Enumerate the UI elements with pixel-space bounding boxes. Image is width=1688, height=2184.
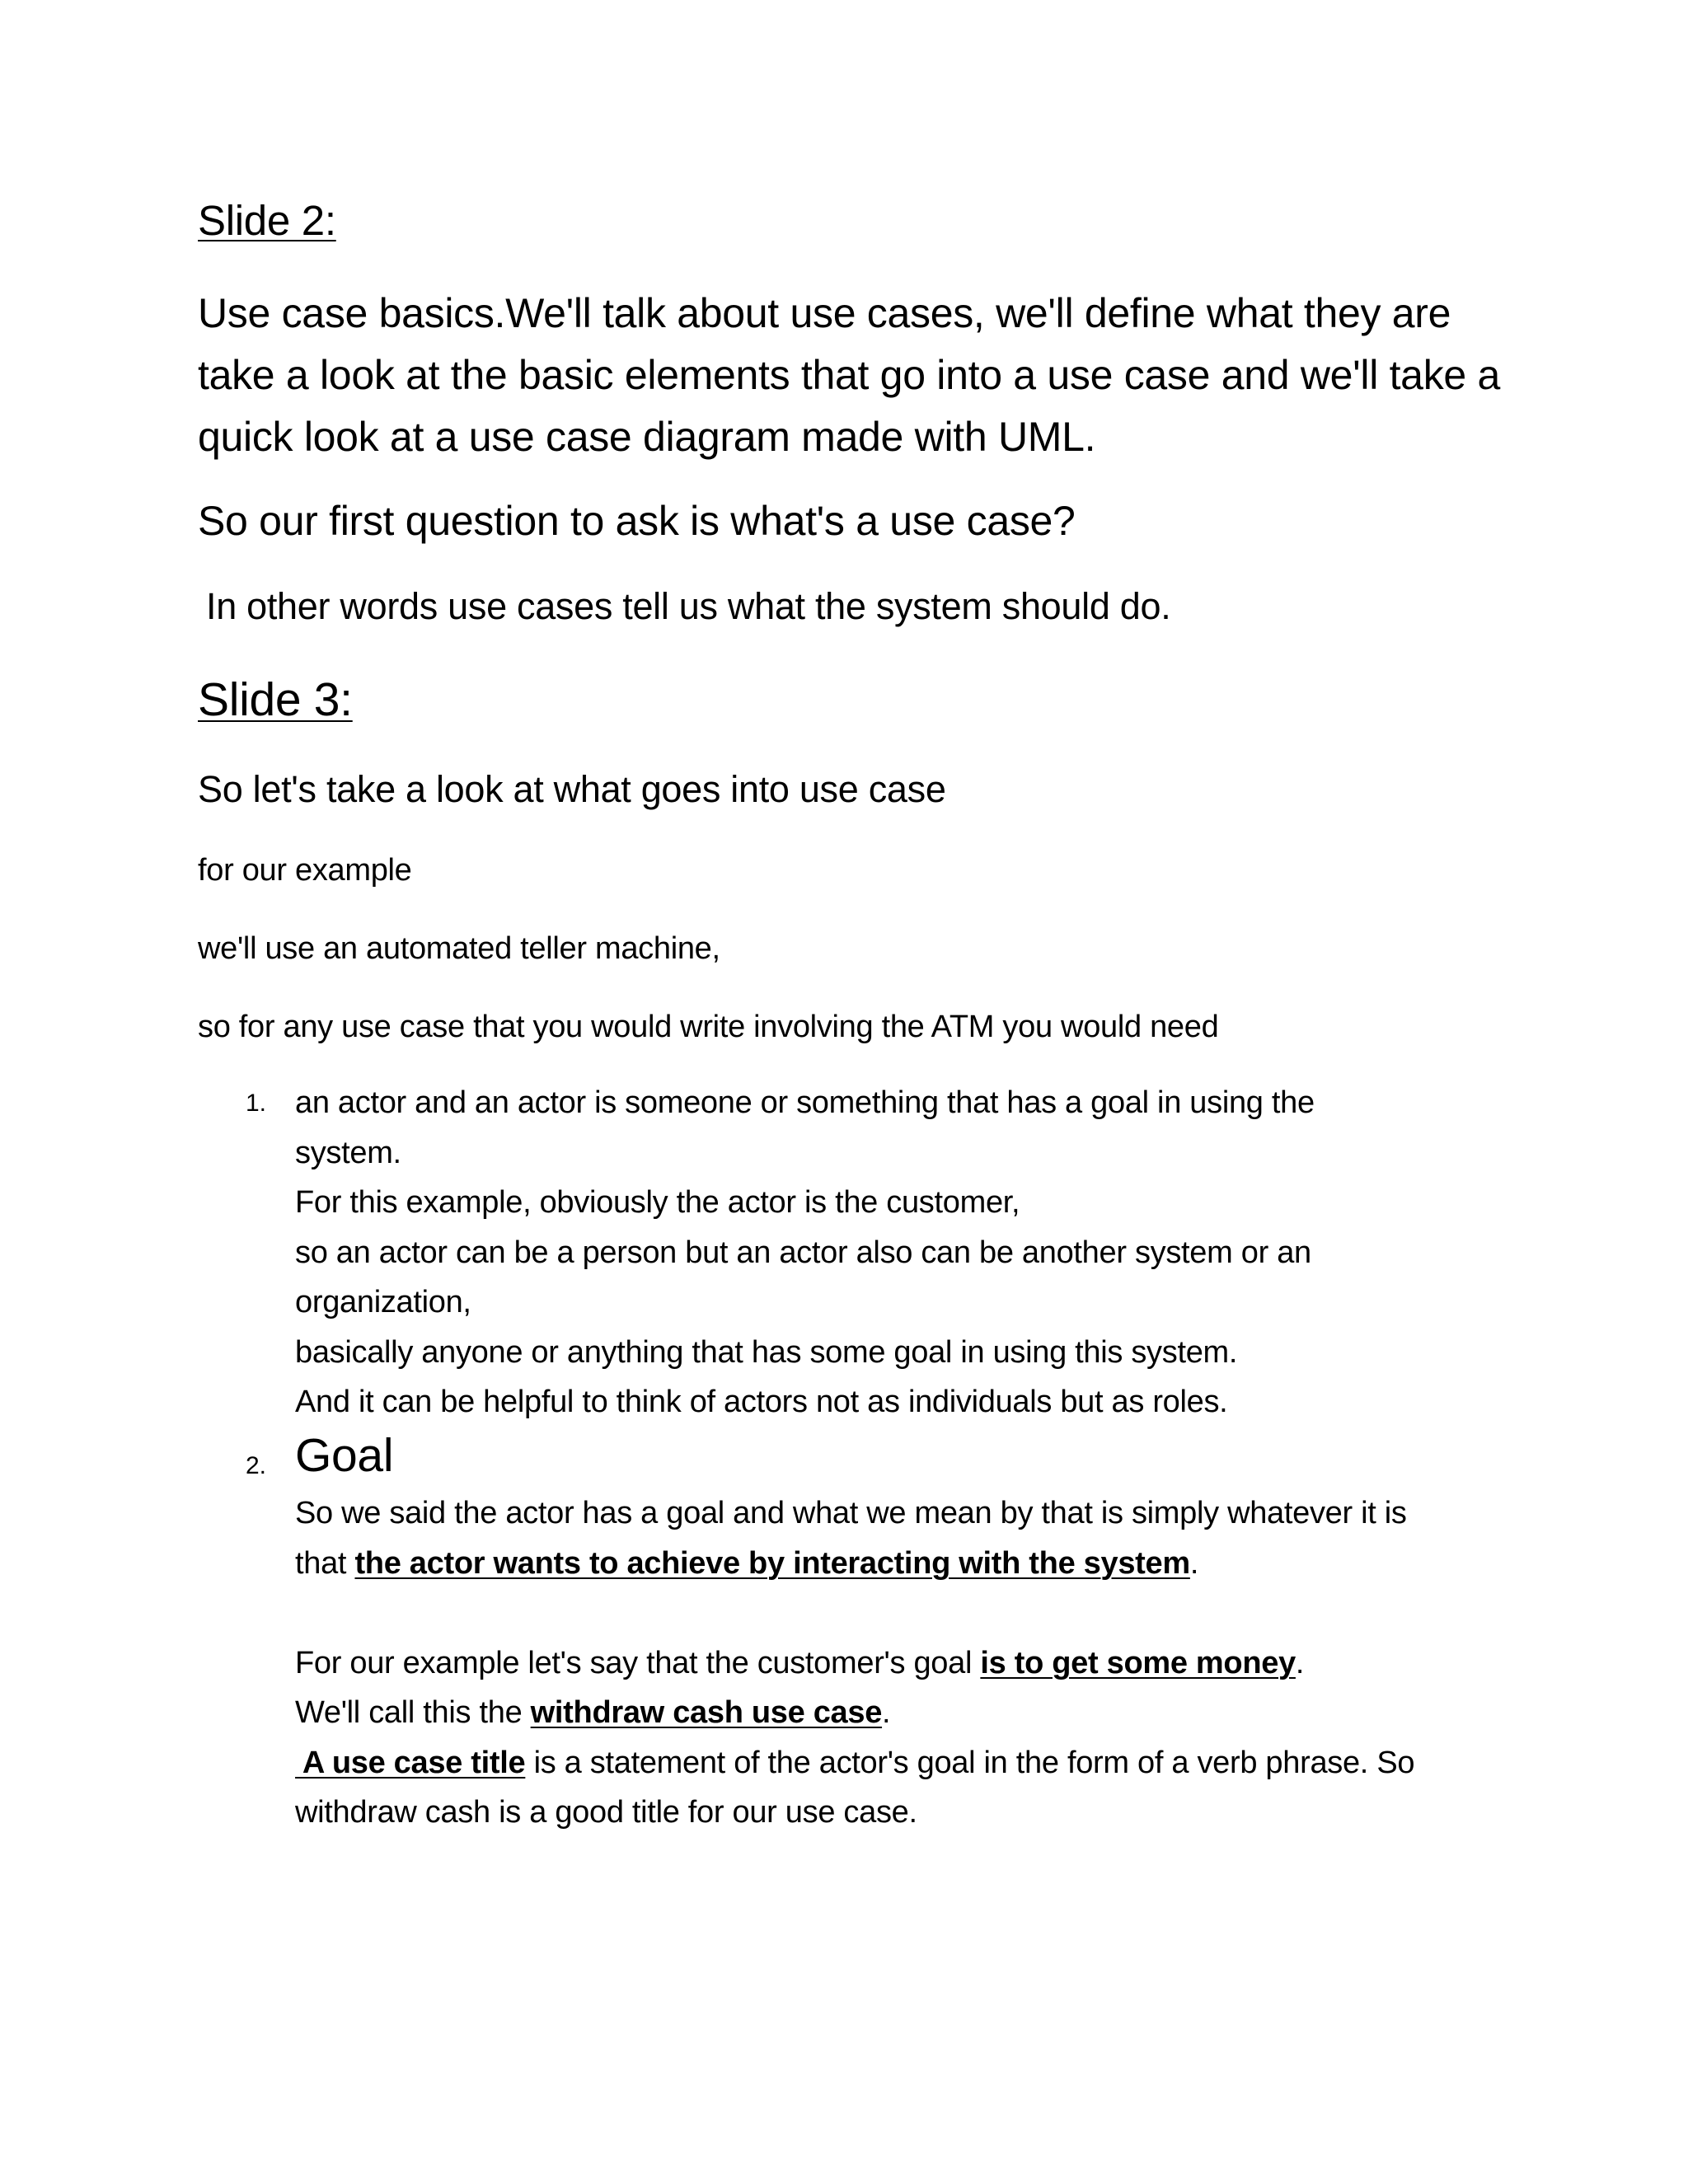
goal-line: So we said the actor has a goal and what we mean by that is simply whatever it is: [295, 1496, 1407, 1530]
goal-paragraph: [295, 1488, 1531, 1838]
list-item-body: [295, 1427, 1531, 1838]
intro-line: Use case basics.We'll talk about use cases, we'll define what they are: [198, 290, 1451, 336]
text-run: For our example let's say that the customer's goal: [295, 1645, 981, 1680]
list-line: so an actor can be a person but an actor also can be another system or an: [295, 1235, 1311, 1270]
goal-title: Goal: [295, 1429, 394, 1482]
emphasis-text: is to get some money: [980, 1645, 1296, 1680]
atm-paragraph: we'll use an automated teller machine,: [198, 931, 720, 966]
text-run: is a statement of the actor's goal in the form of a verb phrase. So: [525, 1745, 1415, 1780]
goal-line: [295, 1688, 1531, 1738]
text-run: that: [295, 1545, 355, 1581]
list-line: And it can be helpful to think of actors not as individuals but as roles.: [295, 1385, 1228, 1419]
blank-line: [295, 1588, 1531, 1638]
goal-line: [295, 1539, 1531, 1589]
text-run: We'll call this the: [295, 1695, 531, 1730]
intro-paragraph: [198, 283, 1500, 468]
list-marker: 1.: [246, 1090, 267, 1117]
text-run: .: [1189, 1545, 1199, 1581]
take-look-paragraph: So let's take a look at what goes into use case: [198, 768, 946, 810]
for-example-paragraph: for our example: [198, 853, 412, 888]
text-run: .: [882, 1695, 891, 1730]
list-line: For this example, obviously the actor is the customer,: [295, 1185, 1020, 1220]
goal-line: [295, 1738, 1531, 1788]
emphasis-text: A use case title: [295, 1745, 526, 1780]
intro-line: take a look at the basic elements that go into a use case and we'll take a: [198, 352, 1500, 398]
list-item-body: [295, 1078, 1531, 1427]
list-line: an actor and an actor is someone or something that has a goal in using the: [295, 1085, 1315, 1120]
need-paragraph: so for any use case that you would write involving the ATM you would need: [198, 1010, 1219, 1044]
slide-3-heading: Slide 3:: [198, 673, 353, 726]
goal-line: [295, 1638, 1531, 1689]
question-paragraph: So our first question to ask is what's a use case?: [198, 498, 1076, 544]
intro-line: quick look at a use case diagram made with UML.: [198, 414, 1096, 460]
text-run: .: [1295, 1645, 1305, 1680]
list-line: organization,: [295, 1285, 471, 1319]
list-marker: 2.: [246, 1452, 267, 1479]
goal-line: withdraw cash is a good title for our use case.: [295, 1795, 917, 1830]
other-words-paragraph: In other words use cases tell us what the system should do.: [206, 585, 1171, 627]
emphasis-text: withdraw cash use case: [530, 1695, 883, 1730]
slide-2-heading: Slide 2:: [198, 197, 336, 244]
list-line: basically anyone or anything that has some goal in using this system.: [295, 1334, 1238, 1370]
list-line: system.: [295, 1135, 401, 1170]
emphasis-text: the actor wants to achieve by interacting with the system: [354, 1545, 1190, 1581]
